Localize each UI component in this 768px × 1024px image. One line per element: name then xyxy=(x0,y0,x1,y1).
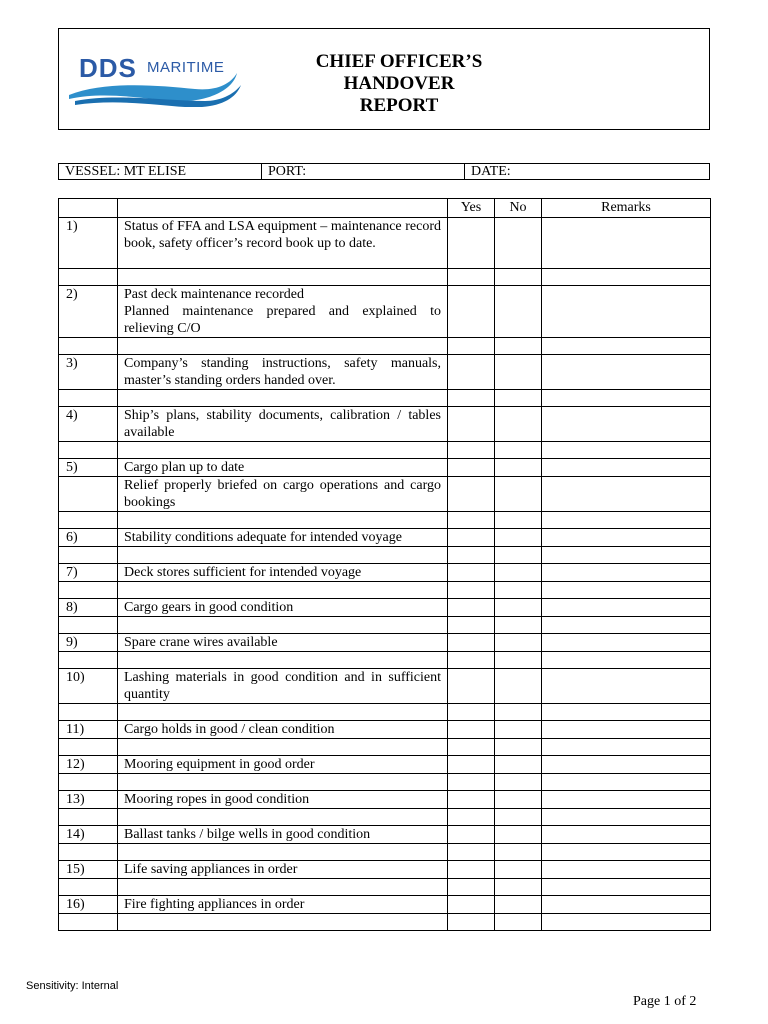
spacer-cell xyxy=(542,442,711,459)
remarks-cell[interactable] xyxy=(542,826,711,844)
spacer-row xyxy=(59,879,711,896)
item-text: Ship’s plans, stability documents, calibration / tables available xyxy=(124,408,441,440)
spacer-cell xyxy=(495,914,542,931)
item-description xyxy=(118,721,448,739)
spacer-cell xyxy=(118,844,448,861)
table-row xyxy=(59,286,711,338)
item-description xyxy=(118,896,448,914)
table-row xyxy=(59,599,711,617)
handover-checklist-table xyxy=(58,198,711,931)
spacer-cell xyxy=(59,652,118,669)
spacer-row xyxy=(59,269,711,286)
spacer-cell xyxy=(59,338,118,355)
item-number: 9) xyxy=(59,634,118,652)
table-row xyxy=(59,756,711,774)
item-description: Relief properly briefed on cargo operations and cargo bookings xyxy=(118,477,448,512)
item-number: 13) xyxy=(59,791,118,809)
item-number: 11) xyxy=(59,721,118,739)
spacer-cell xyxy=(448,879,495,896)
spacer-row xyxy=(59,390,711,407)
item-description xyxy=(118,669,448,704)
header-no: No xyxy=(495,199,542,218)
spacer-cell xyxy=(542,652,711,669)
yes-checkbox-cell[interactable] xyxy=(448,407,495,442)
remarks-cell[interactable] xyxy=(542,861,711,879)
spacer-cell xyxy=(542,269,711,286)
spacer-cell xyxy=(495,774,542,791)
spacer-cell xyxy=(542,704,711,721)
remarks-cell[interactable] xyxy=(542,721,711,739)
yes-checkbox-cell[interactable] xyxy=(448,861,495,879)
item-text: Status of FFA and LSA equipment – maintenance record book, safety officer’s record book up to date. xyxy=(124,219,441,251)
spacer-cell xyxy=(59,617,118,634)
item-description xyxy=(118,407,448,442)
item-text: Lashing materials in good condition and in sufficient quantity xyxy=(124,670,441,702)
remarks-cell[interactable] xyxy=(542,477,711,512)
item-description xyxy=(118,286,448,338)
spacer-row xyxy=(59,652,711,669)
no-checkbox-cell[interactable] xyxy=(495,477,542,512)
header-yes: Yes xyxy=(448,199,495,218)
remarks-cell[interactable] xyxy=(542,896,711,914)
table-row xyxy=(59,529,711,547)
spacer-cell xyxy=(495,879,542,896)
item-text: Past deck maintenance recorded xyxy=(124,287,304,302)
item-description xyxy=(118,355,448,390)
remarks-cell[interactable] xyxy=(542,218,711,269)
spacer-cell xyxy=(59,844,118,861)
dds-maritime-logo xyxy=(65,51,245,107)
spacer-cell xyxy=(118,582,448,599)
no-checkbox-cell[interactable] xyxy=(495,599,542,617)
spacer-cell xyxy=(448,774,495,791)
report-title xyxy=(299,51,499,117)
no-checkbox-cell[interactable] xyxy=(495,529,542,547)
table-row xyxy=(59,477,711,512)
spacer-cell xyxy=(118,704,448,721)
spacer-cell xyxy=(448,442,495,459)
no-checkbox-cell[interactable] xyxy=(495,791,542,809)
item-number: 4) xyxy=(59,407,118,442)
spacer-cell xyxy=(59,442,118,459)
spacer-cell xyxy=(448,809,495,826)
item-description xyxy=(118,791,448,809)
item-number: 5) xyxy=(59,459,118,477)
table-row xyxy=(59,791,711,809)
spacer-cell xyxy=(448,704,495,721)
remarks-cell[interactable] xyxy=(542,634,711,652)
spacer-row xyxy=(59,582,711,599)
spacer-cell xyxy=(495,547,542,564)
spacer-cell xyxy=(448,617,495,634)
spacer-cell xyxy=(542,547,711,564)
item-number: 10) xyxy=(59,669,118,704)
yes-checkbox-cell[interactable] xyxy=(448,634,495,652)
spacer-cell xyxy=(59,774,118,791)
item-text: Company’s standing instructions, safety manuals, master’s standing orders handed over. xyxy=(124,356,441,388)
remarks-cell[interactable] xyxy=(542,529,711,547)
no-checkbox-cell[interactable] xyxy=(495,756,542,774)
spacer-cell xyxy=(59,512,118,529)
page-number: Page 1 of 2 xyxy=(633,994,697,1009)
spacer-cell xyxy=(59,914,118,931)
item-number: 8) xyxy=(59,599,118,617)
spacer-cell xyxy=(542,512,711,529)
remarks-cell[interactable] xyxy=(542,355,711,390)
item-description xyxy=(118,564,448,582)
spacer-cell xyxy=(118,269,448,286)
item-description xyxy=(118,634,448,652)
spacer-cell xyxy=(59,809,118,826)
spacer-cell xyxy=(118,338,448,355)
yes-checkbox-cell[interactable] xyxy=(448,599,495,617)
spacer-cell xyxy=(542,390,711,407)
spacer-cell xyxy=(542,914,711,931)
remarks-cell[interactable] xyxy=(542,791,711,809)
spacer-cell xyxy=(118,512,448,529)
spacer-cell xyxy=(448,582,495,599)
spacer-row xyxy=(59,547,711,564)
spacer-cell xyxy=(542,844,711,861)
no-checkbox-cell[interactable] xyxy=(495,286,542,338)
spacer-cell xyxy=(495,704,542,721)
no-checkbox-cell[interactable] xyxy=(495,896,542,914)
spacer-cell xyxy=(59,269,118,286)
spacer-cell xyxy=(495,652,542,669)
yes-checkbox-cell[interactable] xyxy=(448,721,495,739)
spacer-row xyxy=(59,739,711,756)
vessel-field[interactable]: VESSEL: MT ELISE xyxy=(59,164,262,180)
item-text: Fire fighting appliances in order xyxy=(124,897,305,912)
spacer-cell xyxy=(542,809,711,826)
item-number: 6) xyxy=(59,529,118,547)
spacer-cell xyxy=(495,809,542,826)
title-line: CHIEF OFFICER’S xyxy=(315,51,483,72)
spacer-row xyxy=(59,914,711,931)
table-row xyxy=(59,896,711,914)
title-line: REPORT xyxy=(359,95,439,116)
header-item-cell xyxy=(118,199,448,218)
no-checkbox-cell[interactable] xyxy=(495,459,542,477)
yes-checkbox-cell[interactable] xyxy=(448,756,495,774)
title-line: HANDOVER xyxy=(343,73,455,94)
table-row xyxy=(59,218,711,269)
header-num-cell xyxy=(59,199,118,218)
spacer-cell xyxy=(495,338,542,355)
yes-checkbox-cell[interactable] xyxy=(448,459,495,477)
spacer-cell xyxy=(118,739,448,756)
spacer-cell xyxy=(448,338,495,355)
logo-brand-text: DDS xyxy=(79,53,137,83)
remarks-cell[interactable] xyxy=(542,459,711,477)
item-description xyxy=(118,529,448,547)
spacer-cell xyxy=(448,844,495,861)
spacer-cell xyxy=(59,704,118,721)
spacer-cell xyxy=(118,442,448,459)
no-checkbox-cell[interactable] xyxy=(495,218,542,269)
vessel-info-table xyxy=(58,163,710,180)
item-description xyxy=(118,756,448,774)
date-field[interactable]: DATE: xyxy=(465,164,710,180)
item-text: Ballast tanks / bilge wells in good condition xyxy=(124,827,371,842)
spacer-cell xyxy=(542,879,711,896)
item-text: Stability conditions adequate for intended voyage xyxy=(124,530,402,545)
spacer-cell xyxy=(495,512,542,529)
item-text: Deck stores sufficient for intended voyage xyxy=(124,565,362,580)
header-remarks: Remarks xyxy=(542,199,711,218)
item-number: 15) xyxy=(59,861,118,879)
spacer-cell xyxy=(448,512,495,529)
yes-checkbox-cell[interactable] xyxy=(448,529,495,547)
item-description xyxy=(118,599,448,617)
item-number: 1) xyxy=(59,218,118,269)
spacer-cell xyxy=(59,582,118,599)
no-checkbox-cell[interactable] xyxy=(495,826,542,844)
remarks-cell[interactable] xyxy=(542,286,711,338)
spacer-row xyxy=(59,844,711,861)
no-checkbox-cell[interactable] xyxy=(495,861,542,879)
item-text: Spare crane wires available xyxy=(124,635,278,650)
spacer-row xyxy=(59,774,711,791)
spacer-cell xyxy=(59,547,118,564)
table-row xyxy=(59,826,711,844)
item-text: Cargo gears in good condition xyxy=(124,600,294,615)
spacer-cell xyxy=(542,739,711,756)
spacer-cell xyxy=(495,442,542,459)
spacer-cell xyxy=(118,774,448,791)
spacer-cell xyxy=(59,739,118,756)
yes-checkbox-cell[interactable] xyxy=(448,218,495,269)
yes-checkbox-cell[interactable] xyxy=(448,564,495,582)
item-text: Cargo holds in good / clean condition xyxy=(124,722,335,737)
no-checkbox-cell[interactable] xyxy=(495,634,542,652)
table-row xyxy=(59,564,711,582)
spacer-row xyxy=(59,338,711,355)
remarks-cell[interactable] xyxy=(542,599,711,617)
spacer-row xyxy=(59,512,711,529)
table-row xyxy=(59,407,711,442)
no-checkbox-cell[interactable] xyxy=(495,564,542,582)
spacer-cell xyxy=(542,582,711,599)
remarks-cell[interactable] xyxy=(542,564,711,582)
yes-checkbox-cell[interactable] xyxy=(448,896,495,914)
spacer-cell xyxy=(542,338,711,355)
spacer-cell xyxy=(542,774,711,791)
spacer-cell xyxy=(118,652,448,669)
spacer-cell xyxy=(495,844,542,861)
table-row xyxy=(59,634,711,652)
spacer-cell xyxy=(448,914,495,931)
spacer-cell xyxy=(118,390,448,407)
no-checkbox-cell[interactable] xyxy=(495,721,542,739)
spacer-cell xyxy=(542,617,711,634)
spacer-row xyxy=(59,617,711,634)
item-description xyxy=(118,826,448,844)
item-description xyxy=(118,218,448,269)
spacer-cell xyxy=(448,269,495,286)
spacer-cell xyxy=(495,390,542,407)
spacer-cell xyxy=(118,547,448,564)
spacer-row xyxy=(59,809,711,826)
item-text: Planned maintenance prepared and explained to relieving C/O xyxy=(124,304,441,336)
table-header-row xyxy=(59,199,711,218)
spacer-cell xyxy=(448,547,495,564)
spacer-cell xyxy=(59,879,118,896)
item-text: Cargo plan up to date xyxy=(124,460,245,475)
spacer-cell xyxy=(118,809,448,826)
item-number: 14) xyxy=(59,826,118,844)
table-row xyxy=(59,669,711,704)
yes-checkbox-cell[interactable] xyxy=(448,477,495,512)
no-checkbox-cell[interactable] xyxy=(495,355,542,390)
yes-checkbox-cell[interactable] xyxy=(448,286,495,338)
item-number-empty xyxy=(59,477,118,512)
yes-checkbox-cell[interactable] xyxy=(448,791,495,809)
spacer-cell xyxy=(448,390,495,407)
spacer-row xyxy=(59,442,711,459)
item-description xyxy=(118,861,448,879)
spacer-cell xyxy=(118,617,448,634)
item-text: Life saving appliances in order xyxy=(124,862,298,877)
yes-checkbox-cell[interactable] xyxy=(448,669,495,704)
spacer-cell xyxy=(118,879,448,896)
table-row xyxy=(59,459,711,477)
yes-checkbox-cell[interactable] xyxy=(448,355,495,390)
spacer-row xyxy=(59,704,711,721)
item-description xyxy=(118,459,448,477)
document-header xyxy=(58,28,710,130)
item-number: 12) xyxy=(59,756,118,774)
spacer-cell xyxy=(495,269,542,286)
port-field[interactable]: PORT: xyxy=(262,164,465,180)
spacer-cell xyxy=(448,652,495,669)
remarks-cell[interactable] xyxy=(542,407,711,442)
spacer-cell xyxy=(495,582,542,599)
spacer-cell xyxy=(495,617,542,634)
table-row xyxy=(59,721,711,739)
table-row xyxy=(59,861,711,879)
spacer-cell xyxy=(495,739,542,756)
item-number: 2) xyxy=(59,286,118,338)
logo-sub-text: MARITIME xyxy=(147,59,225,76)
spacer-cell xyxy=(448,739,495,756)
item-number: 7) xyxy=(59,564,118,582)
sensitivity-label: Sensitivity: Internal xyxy=(26,980,119,992)
spacer-cell xyxy=(59,390,118,407)
no-checkbox-cell[interactable] xyxy=(495,407,542,442)
yes-checkbox-cell[interactable] xyxy=(448,826,495,844)
no-checkbox-cell[interactable] xyxy=(495,669,542,704)
item-text: Mooring ropes in good condition xyxy=(124,792,310,807)
item-number: 3) xyxy=(59,355,118,390)
item-text: Mooring equipment in good order xyxy=(124,757,315,772)
item-number: 16) xyxy=(59,896,118,914)
remarks-cell[interactable] xyxy=(542,756,711,774)
remarks-cell[interactable] xyxy=(542,669,711,704)
table-row xyxy=(59,355,711,390)
spacer-cell xyxy=(118,914,448,931)
